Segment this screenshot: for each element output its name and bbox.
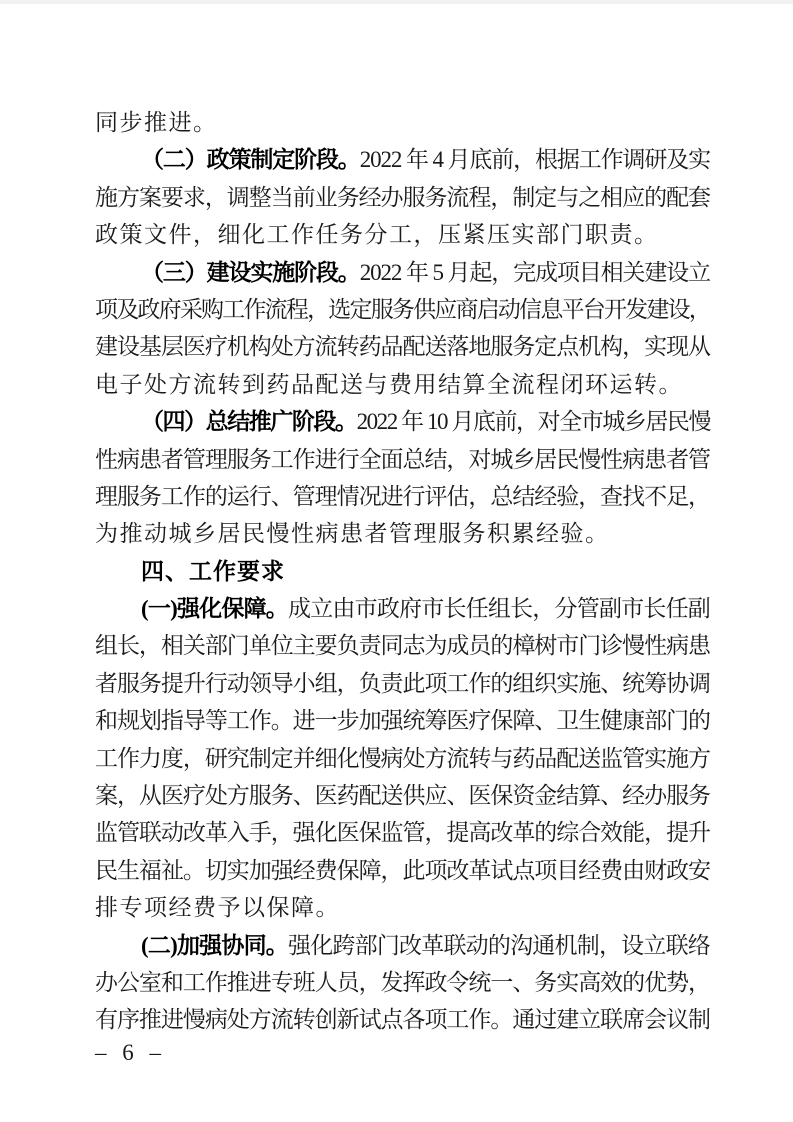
text-line (95, 702, 710, 739)
text-line (95, 740, 710, 777)
text-run: 2022 年 10 月底前，对全市城乡居民慢 (356, 409, 711, 435)
text-run: 成立由市政府市长任组长，分管副市长任副 (288, 596, 710, 622)
text-run: 有序推进慢病处方流转创新试点各项工作。通过建立联席会议制 (95, 1007, 710, 1033)
text-line (95, 852, 710, 889)
text-line (95, 927, 710, 964)
text-line (95, 216, 710, 253)
document-body (95, 104, 710, 1039)
text-line (95, 141, 710, 178)
line-text (95, 366, 683, 403)
line-text (141, 553, 285, 590)
line-text (141, 927, 710, 964)
page-number: – 6 – (95, 1040, 163, 1065)
text-line (95, 1001, 710, 1038)
line-text (95, 777, 710, 814)
line-text (95, 814, 710, 851)
text-run: 建设基层医疗机构处方流转药品配送落地服务定点机构，实现从 (95, 334, 710, 360)
text-run: 排专项经费予以保障。 (95, 895, 340, 921)
text-run: 同步推进。 (95, 110, 218, 135)
text-run: 为推动城乡居民慢性病患者管理服务积累经验。 (95, 521, 610, 547)
line-text (95, 740, 710, 777)
line-text (95, 104, 218, 141)
text-line (95, 328, 710, 365)
line-text (95, 478, 710, 515)
text-run: 民生福祉。切实加强经费保障，此项改革试点项目经费由财政安 (95, 857, 710, 883)
bold-lead: 四、工作要求 (141, 557, 285, 584)
text-line (95, 291, 710, 328)
line-text (95, 702, 710, 739)
text-run: 监管联动改革入手，强化医保监管，提高改革的综合效能，提升 (95, 820, 710, 846)
bold-lead: (一)强化保障。 (141, 596, 288, 622)
line-text (95, 964, 710, 1001)
bold-lead: （三）建设实施阶段。 (141, 259, 360, 285)
text-line (95, 254, 710, 291)
text-run: 和规划指导等工作。进一步加强统筹医疗保障、卫生健康部门的 (95, 708, 710, 734)
text-line (95, 814, 710, 851)
line-text (95, 179, 710, 216)
text-run: 理服务工作的运行、管理情况进行评估，总结经验，查找不足， (95, 483, 710, 509)
text-run: 强化跨部门改革联动的沟通机制，设立联络 (288, 932, 710, 958)
line-text (141, 403, 710, 440)
text-run: 电子处方流转到药品配送与费用结算全流程闭环运转。 (95, 371, 683, 397)
text-run: 工作力度，研究制定并细化慢病处方流转与药品配送监管实施方 (95, 745, 710, 771)
line-text (95, 1001, 710, 1038)
scan-artifact (0, 0, 793, 4)
line-text (141, 590, 710, 627)
section-heading (95, 553, 710, 590)
line-text (95, 515, 610, 552)
text-line (95, 403, 710, 440)
text-line (95, 627, 710, 664)
line-text (95, 852, 710, 889)
text-run: 政策文件，细化工作任务分工，压紧压实部门职责。 (95, 222, 659, 248)
line-text (95, 328, 710, 365)
text-line (95, 366, 710, 403)
text-line (95, 104, 710, 141)
text-line (95, 665, 710, 702)
bold-lead: （四）总结推广阶段。 (141, 409, 357, 435)
text-line (95, 777, 710, 814)
line-text (95, 889, 340, 926)
line-text (141, 141, 710, 178)
text-line (95, 478, 710, 515)
text-run: 性病患者管理服务工作进行全面总结，对城乡居民慢性病患者管 (95, 446, 710, 472)
text-run: 2022 年 5 月起，完成项目相关建设立 (359, 259, 711, 285)
line-text (141, 254, 710, 291)
text-run: 2022 年 4 月底前，根据工作调研及实 (359, 147, 711, 173)
bold-lead: （二）政策制定阶段。 (141, 147, 360, 173)
text-line (95, 964, 710, 1001)
line-text (95, 291, 710, 328)
line-text (95, 665, 710, 702)
line-text (95, 441, 710, 478)
line-text (95, 216, 659, 253)
text-run: 办公室和工作推进专班人员，发挥政令统一、务实高效的优势， (95, 969, 710, 995)
text-line (95, 889, 710, 926)
text-line (95, 179, 710, 216)
text-line (95, 515, 710, 552)
text-line (95, 590, 710, 627)
text-run: 案，从医疗处方服务、医药配送供应、医保资金结算、经办服务 (95, 783, 710, 809)
text-run: 施方案要求，调整当前业务经办服务流程，制定与之相应的配套 (95, 184, 710, 210)
text-run: 项及政府采购工作流程，选定服务供应商启动信息平台开发建设， (95, 296, 711, 322)
text-run: 组长，相关部门单位主要负责同志为成员的樟树市门诊慢性病患 (95, 633, 710, 659)
line-text (95, 627, 710, 664)
text-line (95, 441, 710, 478)
bold-lead: (二)加强协同。 (141, 932, 288, 958)
text-run: 者服务提升行动领导小组，负责此项工作的组织实施、统筹协调 (95, 670, 710, 696)
